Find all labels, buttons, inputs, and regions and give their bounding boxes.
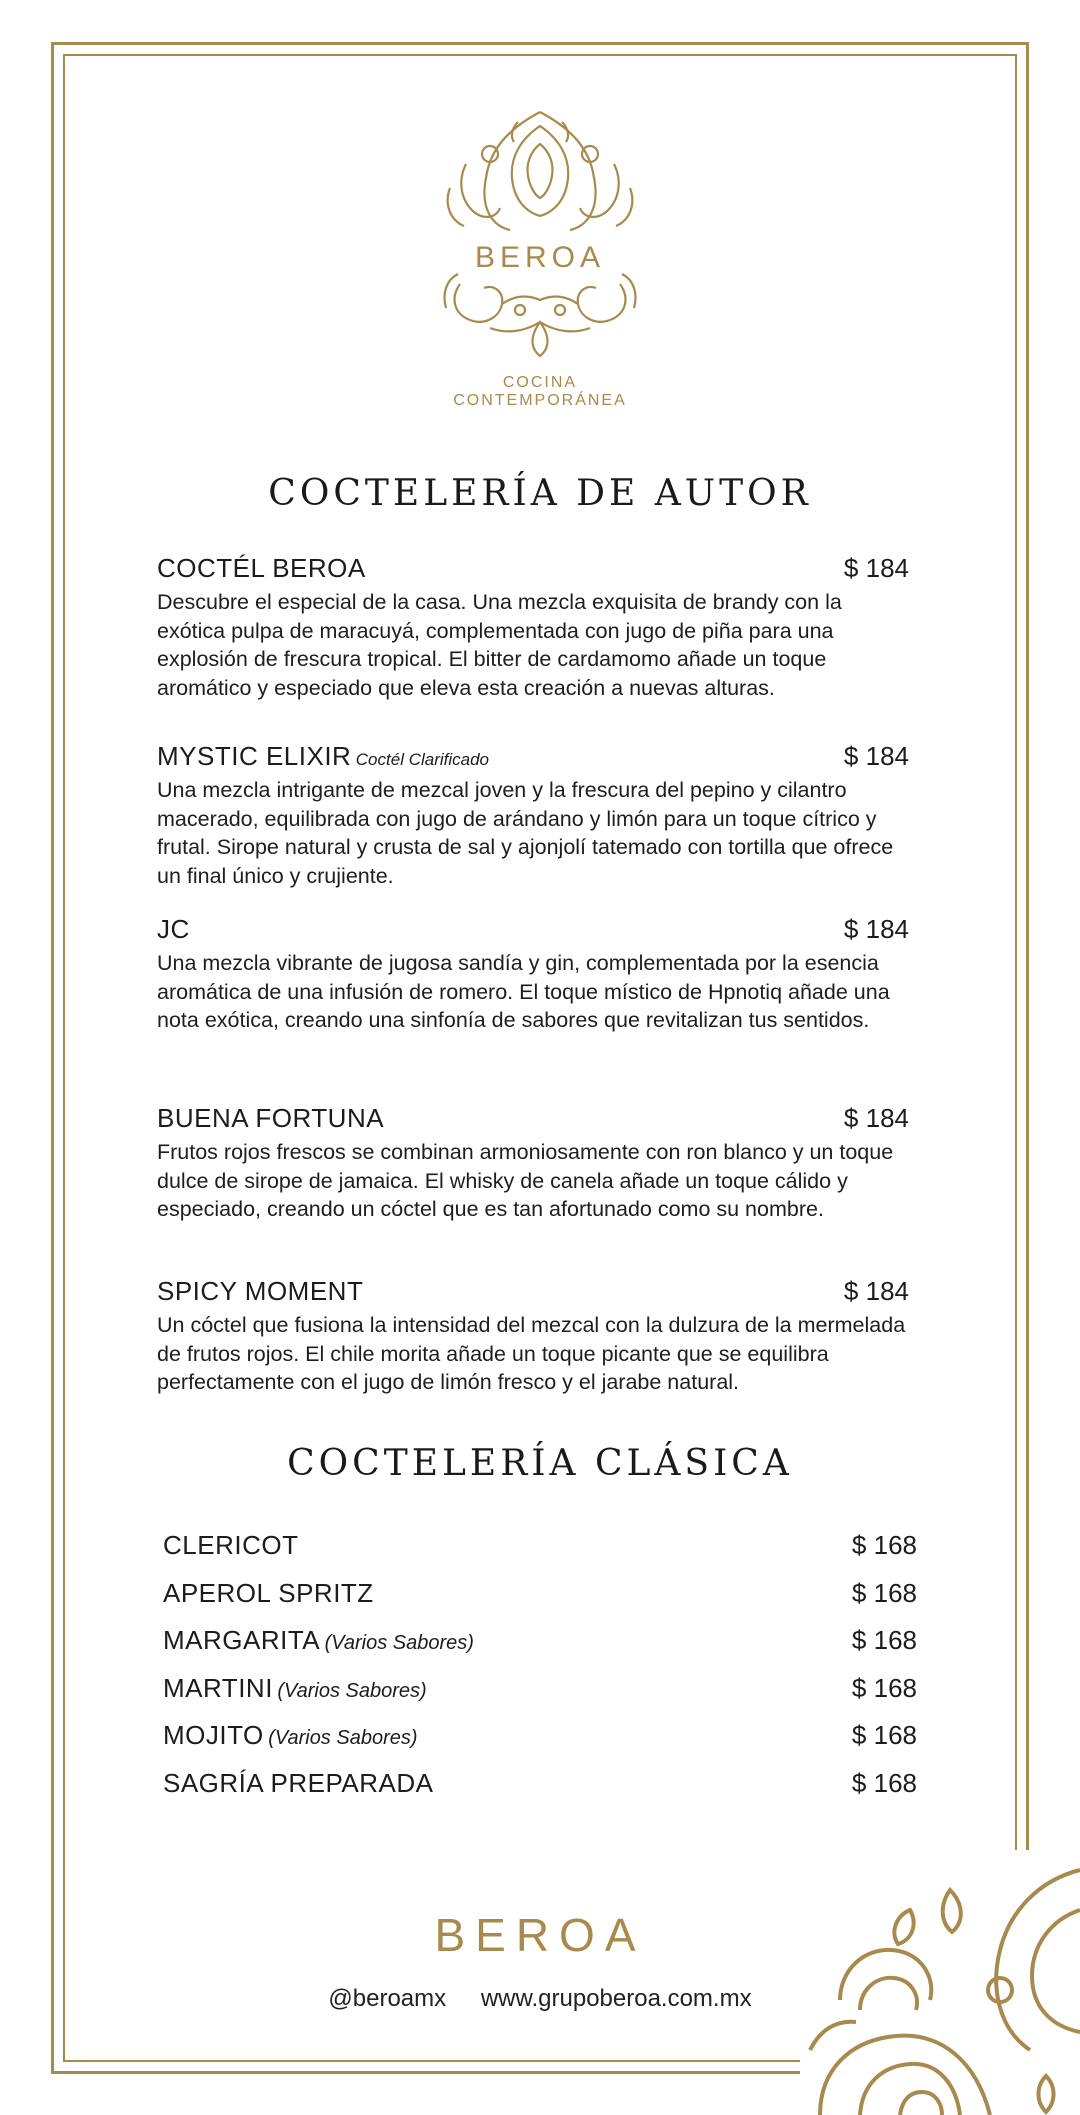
classic-list <box>163 1530 917 1816</box>
menu-item <box>157 914 909 1035</box>
list-item <box>163 1720 917 1768</box>
brand-logo <box>430 108 650 410</box>
ornament-icon <box>430 108 650 360</box>
list-item <box>163 1578 917 1626</box>
list-item <box>163 1768 917 1816</box>
item-name: MOJITO <box>163 1720 264 1751</box>
item-name: SAGRÍA PREPARADA <box>163 1767 434 1798</box>
item-name: COCTÉL BEROA <box>157 553 366 583</box>
menu-item <box>157 1103 909 1224</box>
item-note: (Varios Sabores) <box>324 1632 474 1655</box>
item-description: Una mezcla intrigante de mezcal joven y la frescura del pepino y cilantro macerado, equilibrada con jugo de arándano y limón para un toque cítrico y frutal. Sirope natural y crusta de sal y ajonjolí tatemado con tortilla que ofrece un final único y crujiente. <box>157 778 894 888</box>
item-price: $ 168 <box>851 1530 917 1560</box>
list-item <box>163 1530 917 1578</box>
item-name: BUENA FORTUNA <box>157 1103 385 1133</box>
list-item <box>163 1625 917 1673</box>
footer-brand: BEROA <box>434 1909 646 1961</box>
item-price: $ 184 <box>843 553 909 583</box>
logo-wordmark: BEROA <box>474 241 606 274</box>
item-price: $ 184 <box>843 1103 909 1133</box>
section-title-signature: COCTELERÍA DE AUTOR <box>268 473 812 514</box>
item-price: $ 184 <box>843 741 909 771</box>
item-price: $ 168 <box>851 1720 917 1751</box>
item-description: Una mezcla vibrante de jugosa sandía y gin, complementada por la esencia aromática de una infusión de romero. El toque místico de Hpnotiq añade una nota exótica, creando una sinfonía de sabores que revitalizan tus sentidos. <box>157 951 890 1032</box>
item-name: MARGARITA <box>163 1625 321 1656</box>
item-price: $ 168 <box>851 1767 917 1798</box>
menu-item <box>157 553 909 702</box>
item-description: Descubre el especial de la casa. Una mezcla exquisita de brandy con la exótica pulpa de maracuyá, complementada con jugo de piña para una explosión de frescura tropical. El bitter de cardamomo añade un toque aromático y especiado que eleva esta creación a nuevas alturas. <box>157 590 842 700</box>
item-name: MYSTIC ELIXIR <box>157 741 352 771</box>
menu-item <box>157 741 909 890</box>
item-description: Un cóctel que fusiona la intensidad del mezcal con la dulzura de la mermelada de frutos rojos. El chile morita añade un toque picante que se equilibra perfectamente con el jugo de limón fresco y el jarabe natural. <box>157 1313 906 1394</box>
brand-subtitle-line2: CONTEMPORÁNEA <box>453 392 627 409</box>
item-name: CLERICOT <box>163 1530 299 1560</box>
website-link[interactable]: www.grupoberoa.com.mx <box>480 1985 752 2012</box>
menu-item <box>157 1276 909 1397</box>
corner-ornament-icon <box>800 1850 1080 2115</box>
item-note: Coctél Clarificado <box>355 750 490 769</box>
item-price: $ 168 <box>851 1577 917 1608</box>
list-item <box>163 1673 917 1721</box>
item-name: JC <box>157 914 190 944</box>
item-price: $ 168 <box>851 1625 917 1656</box>
item-note: (Varios Sabores) <box>268 1727 418 1750</box>
item-name: MARTINI <box>163 1672 273 1703</box>
item-price: $ 184 <box>843 914 909 944</box>
social-handle-link[interactable]: @beroamx <box>328 1985 447 2012</box>
item-name: APEROL SPRITZ <box>163 1577 374 1608</box>
brand-subtitle-line1: COCINA <box>502 374 578 391</box>
item-description: Frutos rojos frescos se combinan armoniosamente con ron blanco y un toque dulce de sirope de jamaica. El whisky de canela añade un toque cálido y especiado, creando un cóctel que es tan afortunado como su nombre. <box>157 1140 894 1221</box>
item-price: $ 184 <box>843 1276 909 1306</box>
section-title-classic: COCTELERÍA CLÁSICA <box>287 1443 793 1484</box>
item-price: $ 168 <box>851 1672 917 1703</box>
item-name: SPICY MOMENT <box>157 1276 364 1306</box>
item-note: (Varios Sabores) <box>277 1679 427 1702</box>
